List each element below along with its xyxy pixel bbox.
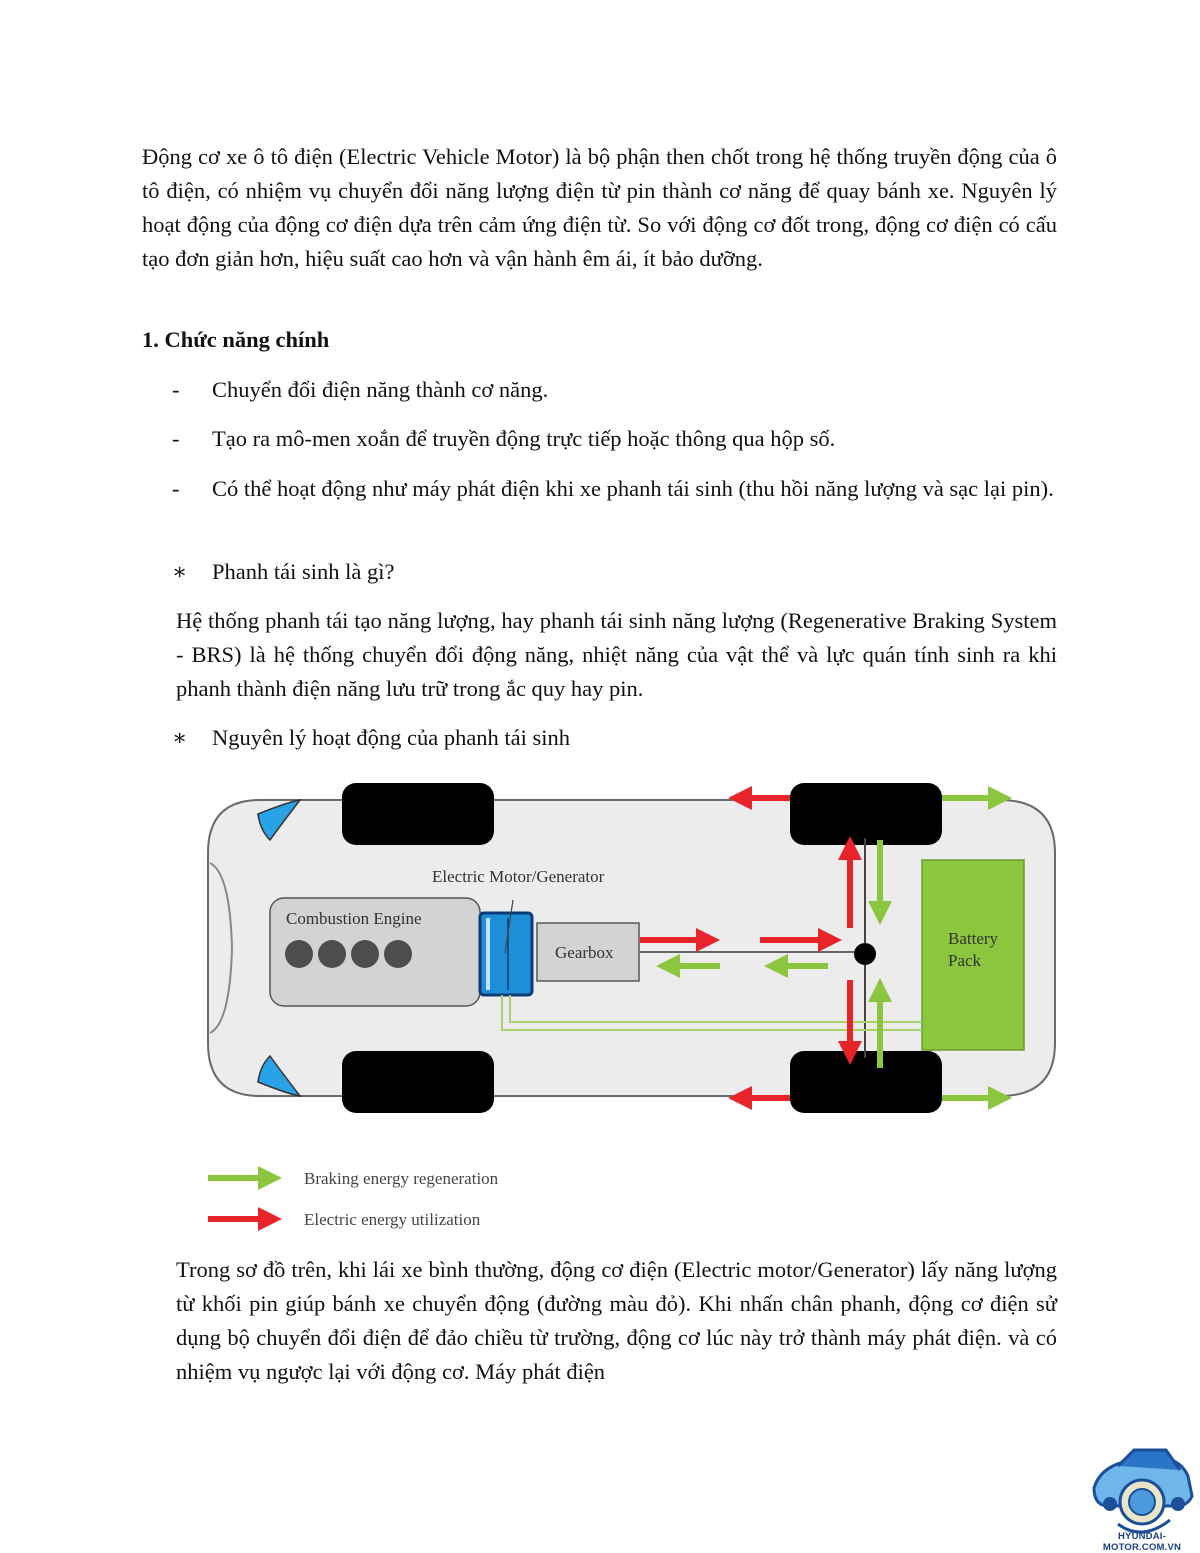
logo-text: HYUNDAI-MOTOR.COM.VN: [1102, 1531, 1182, 1553]
section-heading: 1. Chức năng chính: [142, 327, 330, 352]
legend-green-label: Braking energy regeneration: [304, 1169, 499, 1188]
function-text: Tạo ra mô-men xoắn để truyền động trực tiếp hoặc thông qua hộp số.: [212, 426, 836, 451]
question-item: [172, 555, 1056, 589]
star-marker: ∗: [172, 559, 188, 584]
principle-item: [172, 721, 1056, 755]
differential: [854, 943, 876, 965]
function-item-3: [172, 472, 1056, 506]
wheel-rear-top: [790, 783, 942, 845]
dash-marker: -: [172, 476, 180, 501]
principle-text: Nguyên lý hoạt động của phanh tái sinh: [212, 725, 571, 750]
function-text: Chuyển đổi điện năng thành cơ năng.: [212, 377, 549, 402]
regenerative-braking-diagram: [200, 778, 1070, 1238]
star-marker: ∗: [172, 725, 188, 750]
question-text: Phanh tái sinh là gì?: [212, 559, 395, 584]
explanation-paragraph: Trong sơ đồ trên, khi lái xe bình thường, động cơ điện (Electric motor/Generator) lấy năng lượng từ khối pin giúp bánh xe chuyển động (đường màu đỏ). Khi nhấn chân phanh, động cơ điện sử dụng bộ chuyển đổi điện để đảo chiều từ trường, động cơ lúc này trở thành máy phát điện. và có nhiệm vụ ngược lại với động cơ. Máy phát điện: [176, 1257, 1057, 1384]
motor-label: Electric Motor/Generator: [432, 867, 605, 886]
wheel-rear-bottom: [790, 1051, 942, 1113]
battery-label-1: Battery: [948, 929, 999, 948]
wheel-front-top: [342, 783, 494, 845]
gearbox-label: Gearbox: [555, 943, 614, 962]
definition-paragraph: Hệ thống phanh tái tạo năng lượng, hay phanh tái sinh năng lượng (Regenerative Braking System - BRS) là hệ thống chuyển đổi động năng, nhiệt năng của vật thể và lực quán tính sinh ra khi phanh thành điện năng lưu trữ trong ắc quy hay pin.: [176, 608, 1057, 701]
dash-marker: -: [172, 426, 180, 451]
wheel-front-bottom: [342, 1051, 494, 1113]
function-text: Có thể hoạt động như máy phát điện khi xe phanh tái sinh (thu hồi năng lượng và sạc lại pin).: [212, 476, 1054, 501]
intro-paragraph: Động cơ xe ô tô điện (Electric Vehicle Motor) là bộ phận then chốt trong hệ thống truyền động của ô tô điện, có nhiệm vụ chuyển đổi năng lượng điện từ pin thành cơ năng để quay bánh xe. Nguyên lý hoạt động của động cơ điện dựa trên cảm ứng điện từ. So với động cơ đốt trong, động cơ điện có cấu tạo đơn giản hơn, hiệu suất cao hơn và vận hành êm ái, ít bảo dưỡng.: [142, 144, 1057, 271]
battery-label-2: Pack: [948, 951, 982, 970]
function-item-2: [172, 422, 1056, 456]
dash-marker: -: [172, 377, 180, 402]
function-item-1: [172, 373, 1056, 407]
legend-red-label: Electric energy utilization: [304, 1210, 481, 1229]
engine-label: Combustion Engine: [286, 909, 422, 928]
